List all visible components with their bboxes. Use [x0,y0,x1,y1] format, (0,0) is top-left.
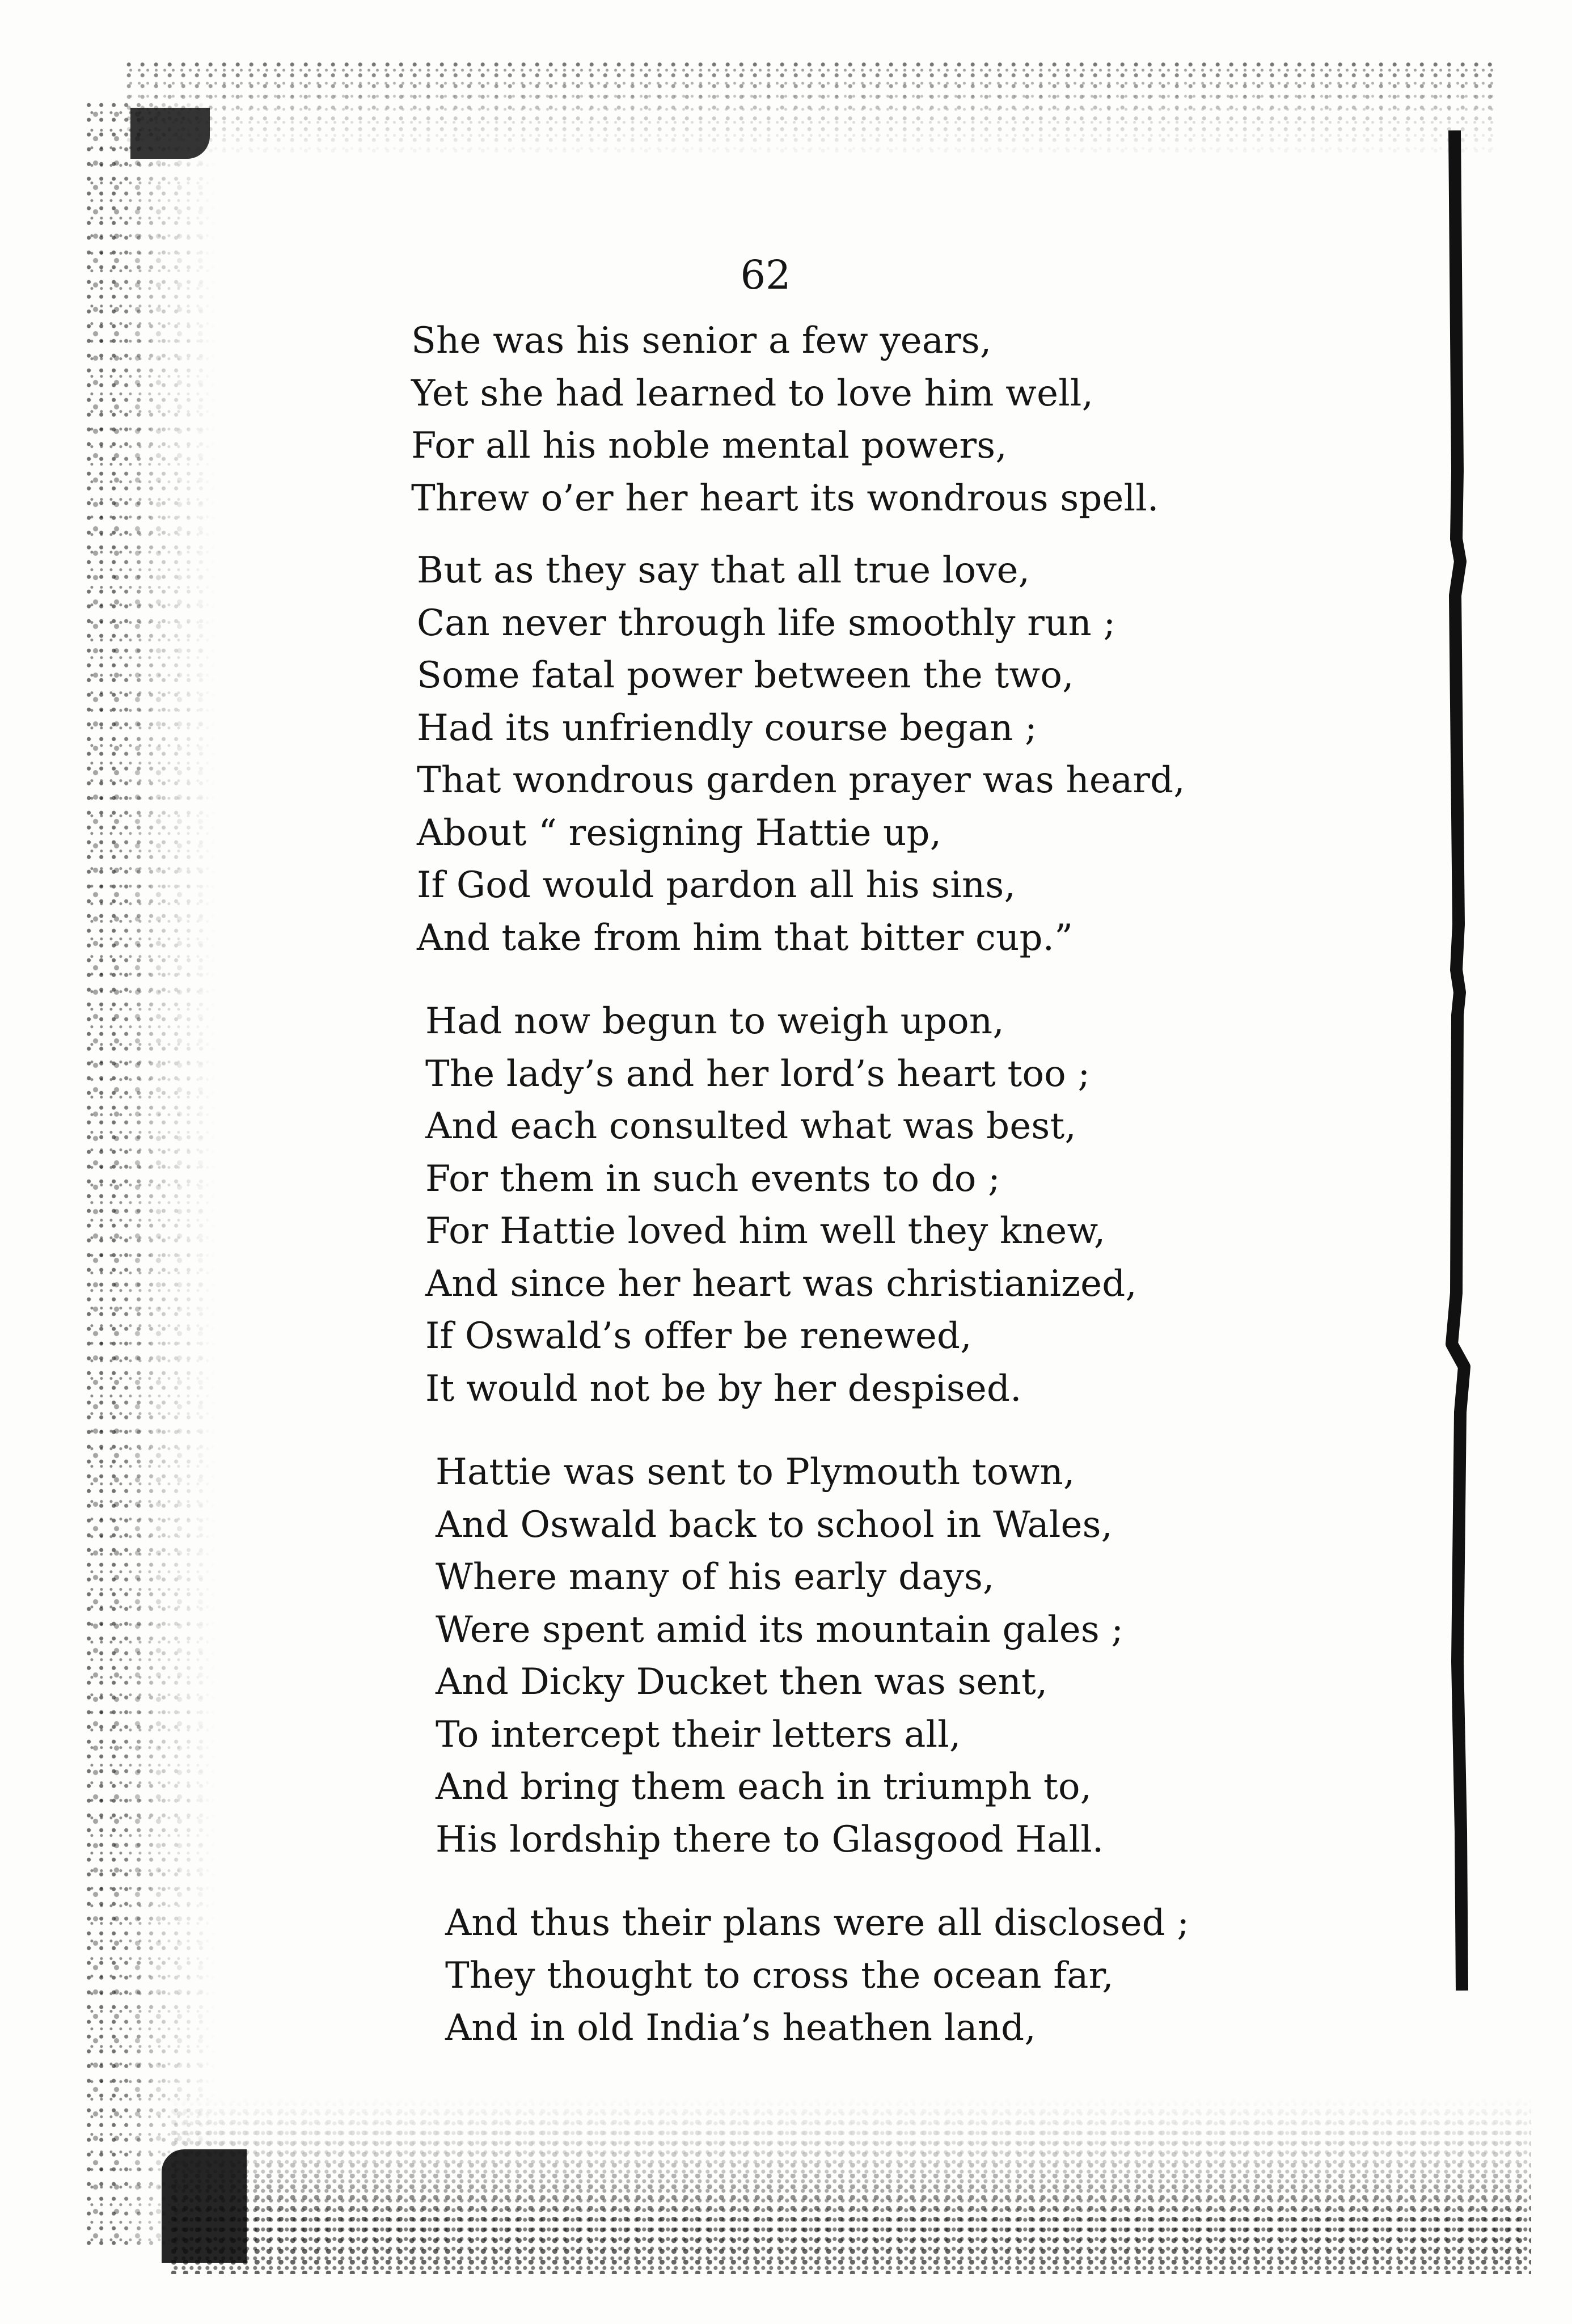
poem-line: And since her heart was christianized, [425,1262,1137,1305]
poem-line: And bring them each in triumph to, [436,1766,1092,1808]
poem-line: And in old India’s heathen land, [445,2007,1036,2049]
poem-line: Yet she had learned to love him well, [411,372,1094,415]
poem-line: Can never through life smoothly run ; [417,602,1116,644]
poem-line: Threw o’er her heart its wondrous spell. [411,477,1159,519]
poem-line: For them in such events to do ; [425,1157,1000,1200]
page-number: 62 [740,252,791,298]
poem-line: If God would pardon all his sins, [417,864,1016,906]
poem-line: Some fatal power between the two, [417,654,1074,696]
stanza-2 [417,544,1185,964]
stanza-1 [411,315,1159,525]
poem-line: And each consulted what was best, [425,1105,1076,1147]
stanza-5 [445,1897,1189,2055]
poem-line: Hattie was sent to Plymouth town, [436,1451,1075,1493]
poem-line: Were spent amid its mountain gales ; [436,1608,1124,1651]
poem-line: About “ resigning Hattie up, [417,812,942,854]
poem-line: That wondrous garden prayer was heard, [417,759,1185,801]
poem-line: But as they say that all true love, [417,550,1030,591]
poem-line: It would not be by her despised. [425,1367,1022,1410]
poem-line: Had its unfriendly course began ; [417,707,1037,749]
poem-line: And thus their plans were all disclosed ; [445,1902,1190,1944]
poem-line: For all his noble mental powers, [411,425,1007,467]
poem-line: His lordship there to Glasgood Hall. [436,1818,1104,1861]
poem-line: And Oswald back to school in Wales, [436,1503,1113,1546]
poem-line: To intercept their letters all, [436,1713,961,1756]
stanza-4 [436,1446,1123,1866]
poem-line: Had now begun to weigh upon, [425,1000,1004,1042]
poem-line: The lady’s and her lord’s heart too ; [425,1053,1091,1095]
poem-line: For Hattie loved him well they knew, [425,1210,1106,1252]
poem-line: They thought to cross the ocean far, [445,1954,1114,1997]
poem-line: And take from him that bitter cup.” [417,916,1074,959]
stanza-3 [425,995,1137,1415]
poem-line: She was his senior a few years, [411,320,992,362]
poem-line: And Dicky Ducket then was sent, [436,1661,1048,1703]
poem-line: Where many of his early days, [436,1556,995,1598]
poem-line: If Oswald’s offer be renewed, [425,1315,972,1357]
